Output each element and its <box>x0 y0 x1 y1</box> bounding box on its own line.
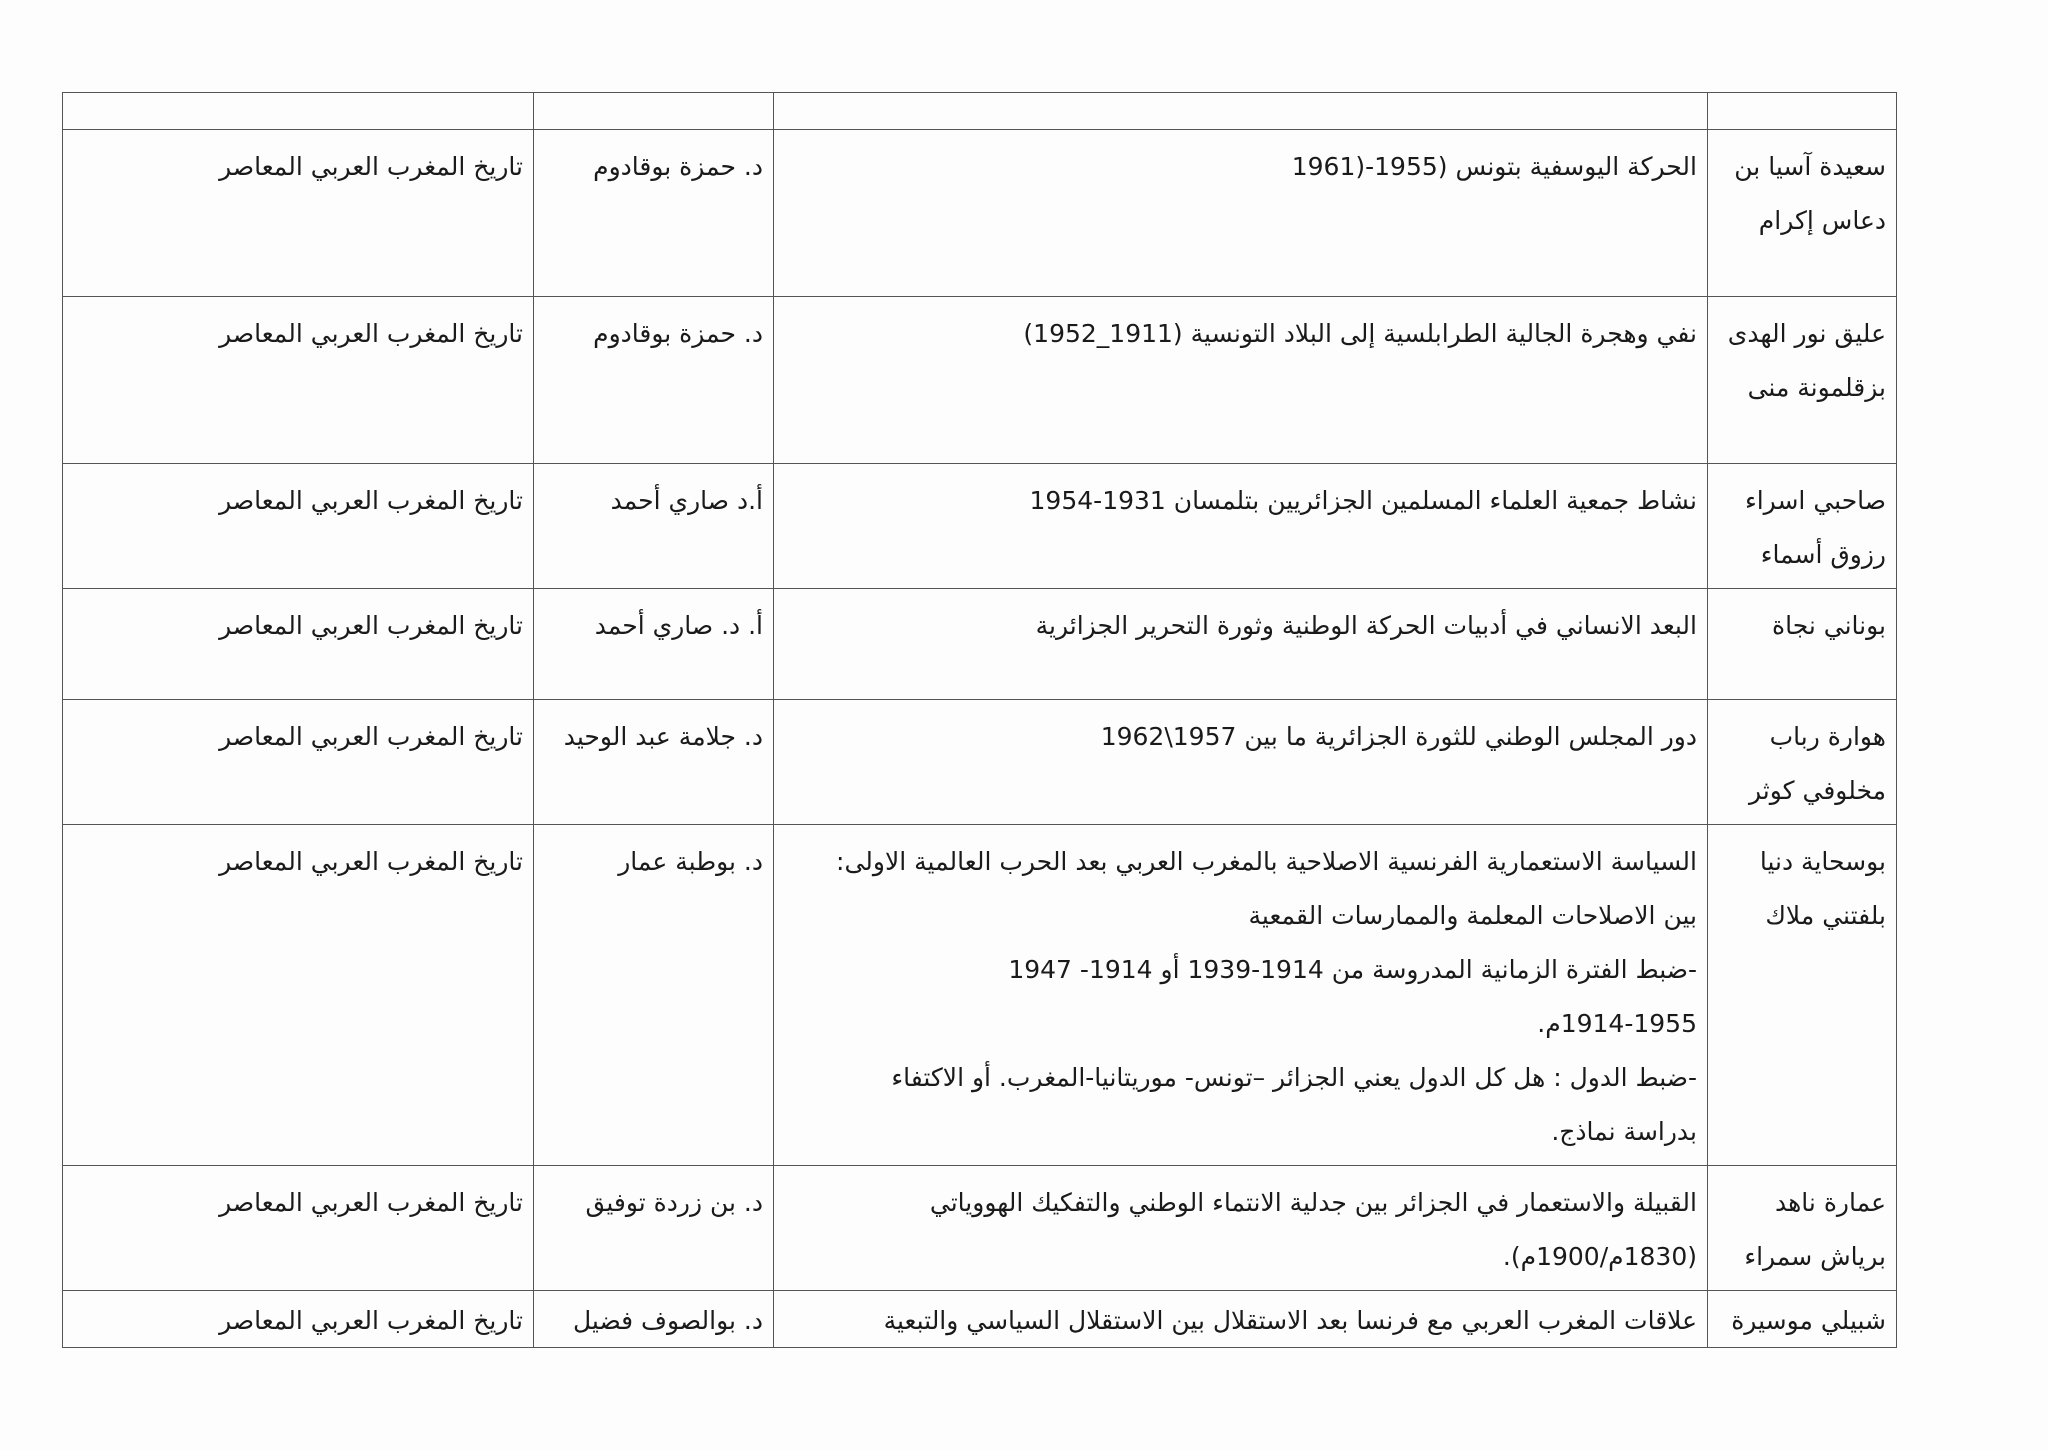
specialty-cell: تاريخ المغرب العربي المعاصر <box>63 464 534 589</box>
thesis-title-line: -ضبط الدول : هل كل الدول يعني الجزائر –تونس- موريتانيا-المغرب. أو الاكتفاء <box>891 1063 1697 1092</box>
specialty-cell: تاريخ المغرب العربي المعاصر <box>63 589 534 700</box>
table-row <box>63 700 1897 825</box>
thesis-title-line: بدراسة نماذج. <box>1551 1117 1697 1146</box>
supervisor-cell: د. حمزة بوقادوم <box>534 130 774 297</box>
thesis-title-cell <box>774 589 1708 700</box>
table-row <box>63 589 1897 700</box>
thesis-title-line: الحركة اليوسفية بتونس (1955-(1961 <box>1291 152 1697 181</box>
specialty-cell: تاريخ المغرب العربي المعاصر <box>63 130 534 297</box>
thesis-title-line: 1914-1955م. <box>1537 1009 1697 1038</box>
thesis-title-cell <box>774 130 1708 297</box>
table-row <box>63 1291 1897 1348</box>
student-names-cell: هوارة رباب مخلوفي كوثر <box>1708 700 1897 825</box>
header-cell-supervisor <box>534 93 774 130</box>
specialty-cell: تاريخ المغرب العربي المعاصر <box>63 825 534 1166</box>
thesis-title-cell <box>774 464 1708 589</box>
thesis-title-cell <box>774 1291 1708 1348</box>
header-cell-student <box>1708 93 1897 130</box>
thesis-title-line: نشاط جمعية العلماء المسلمين الجزائريين بتلمسان 1931-1954 <box>1029 486 1697 515</box>
specialty-cell: تاريخ المغرب العربي المعاصر <box>63 1166 534 1291</box>
specialty-cell: تاريخ المغرب العربي المعاصر <box>63 700 534 825</box>
header-cell-title <box>774 93 1708 130</box>
table-row <box>63 1166 1897 1291</box>
thesis-title-cell <box>774 825 1708 1166</box>
thesis-title-line: (1830م/1900م). <box>1502 1242 1697 1271</box>
thesis-title-line: نفي وهجرة الجالية الطرابلسية إلى البلاد التونسية (1911_1952) <box>1023 319 1697 348</box>
thesis-assignment-table <box>62 92 1897 1348</box>
student-names-cell: عليق نور الهدى بزقلمونة منى <box>1708 297 1897 464</box>
specialty-cell: تاريخ المغرب العربي المعاصر <box>63 297 534 464</box>
student-names-cell: سعيدة آسيا بن دعاس إكرام <box>1708 130 1897 297</box>
table-row <box>63 130 1897 297</box>
thesis-title-line: بين الاصلاحات المعلمة والممارسات القمعية <box>1248 901 1697 930</box>
table-header-row <box>63 93 1897 130</box>
supervisor-cell: أ. د. صاري أحمد <box>534 589 774 700</box>
student-names-cell: شبيلي موسيرة <box>1708 1291 1897 1348</box>
thesis-title-line: علاقات المغرب العربي مع فرنسا بعد الاستقلال بين الاستقلال السياسي والتبعية <box>883 1306 1697 1335</box>
table-row <box>63 825 1897 1166</box>
table-row <box>63 464 1897 589</box>
thesis-title-line: السياسة الاستعمارية الفرنسية الاصلاحية بالمغرب العربي بعد الحرب العالمية الاولى: <box>836 847 1697 876</box>
student-names-cell: عمارة ناهد برياش سمراء <box>1708 1166 1897 1291</box>
thesis-title-line: دور المجلس الوطني للثورة الجزائرية ما بين 1957\1962 <box>1100 722 1697 751</box>
student-names-cell: بوسحاية دنيا بلفتني ملاك <box>1708 825 1897 1166</box>
thesis-title-line: القبيلة والاستعمار في الجزائر بين جدلية الانتماء الوطني والتفكيك الهووياتي <box>929 1188 1697 1217</box>
thesis-title-cell <box>774 700 1708 825</box>
thesis-title-cell <box>774 297 1708 464</box>
thesis-title-cell <box>774 1166 1708 1291</box>
specialty-cell: تاريخ المغرب العربي المعاصر <box>63 1291 534 1348</box>
supervisor-cell: د. بوطبة عمار <box>534 825 774 1166</box>
supervisor-cell: د. حمزة بوقادوم <box>534 297 774 464</box>
thesis-title-line: -ضبط الفترة الزمانية المدروسة من 1914-1939 أو 1914- 1947 <box>1008 955 1697 984</box>
header-cell-specialty <box>63 93 534 130</box>
supervisor-cell: د. بوالصوف فضيل <box>534 1291 774 1348</box>
thesis-title-line: البعد الانساني في أدبيات الحركة الوطنية وثورة التحرير الجزائرية <box>1035 611 1697 640</box>
supervisor-cell: أ.د صاري أحمد <box>534 464 774 589</box>
table-row <box>63 297 1897 464</box>
student-names-cell: صاحبي اسراء رزوق أسماء <box>1708 464 1897 589</box>
supervisor-cell: د. بن زردة توفيق <box>534 1166 774 1291</box>
supervisor-cell: د. جلامة عبد الوحيد <box>534 700 774 825</box>
student-names-cell: بوناني نجاة <box>1708 589 1897 700</box>
